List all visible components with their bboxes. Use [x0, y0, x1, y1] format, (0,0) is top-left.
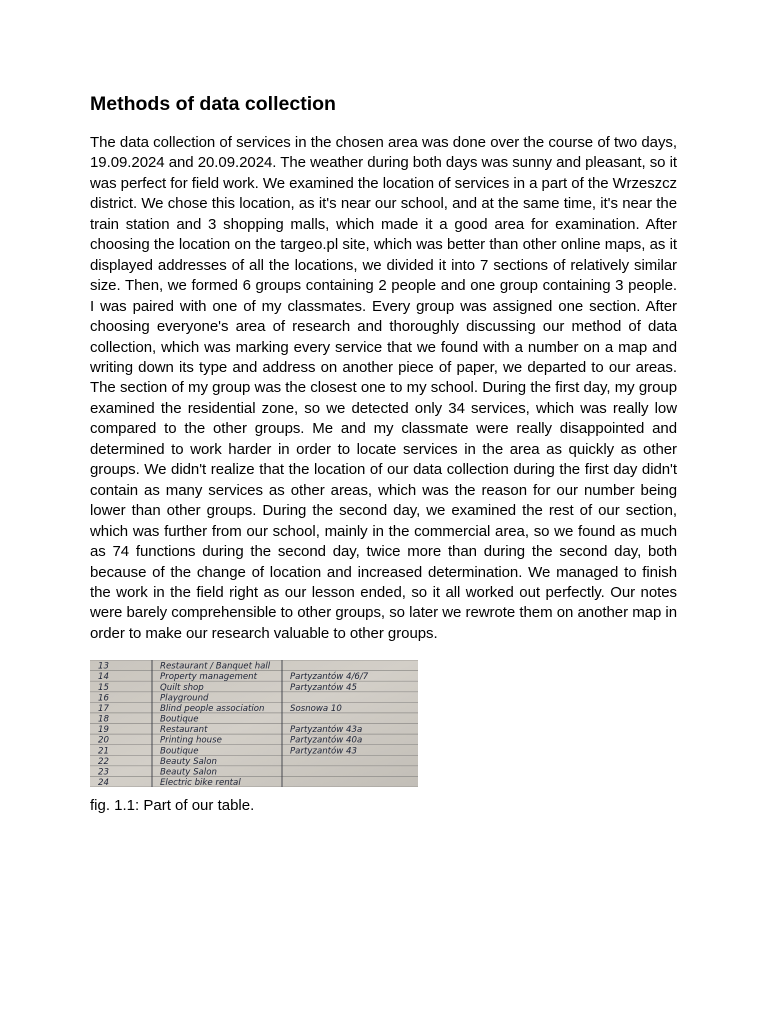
row-number: 22 — [98, 757, 109, 768]
service-address: Partyzantów 4/6/7 — [290, 672, 369, 683]
service-type: Printing house — [160, 736, 222, 747]
section-heading: Methods of data collection — [90, 93, 336, 115]
row-number: 17 — [98, 704, 109, 715]
service-type: Beauty Salon — [160, 757, 217, 768]
row-number: 20 — [98, 736, 109, 747]
service-type: Property management — [160, 672, 258, 683]
service-type: Electric bike rental — [160, 778, 241, 788]
service-address: Sosnowa 10 — [290, 704, 342, 715]
service-address: Partyzantów 43a — [290, 725, 363, 736]
service-address: Partyzantów 40a — [290, 736, 363, 747]
service-type: Boutique — [160, 746, 199, 757]
row-number: 14 — [98, 672, 109, 683]
service-type: Blind people association — [160, 704, 265, 715]
service-type: Boutique — [160, 714, 199, 725]
row-number: 16 — [98, 693, 109, 704]
body-paragraph: The data collection of services in the chosen area was done over the course of two days, 19.09.2024 and 20.09.2024. The weather during both days was sunny and pleasant, so it was perfect for field work. We examined the location of services in a part of the Wrzeszcz district. We chose this location, as it's near our school, and at the same time, it's near the train station and 3 shopping malls, which made it a good area for examination. After choosing the location on the targeo.pl site, which was better than other online maps, as it displayed addresses of all the locations, we divided it into 7 sections of relatively similar size. Then, we formed 6 groups containing 2 people and one group containing 3 people. I was paired with one of my classmates. Every group was assigned one section. After choosing everyone's area of research and thoroughly discussing our method of data collection, which was marking every service that we found with a number on a map and writing down its type and address on another piece of paper, we departed to our areas. The section of my group was the closest one to my school. During the first day, my group examined the residential zone, so we detected only 34 services, which was really low compared to the other groups. Me and my classmate were really disappointed and determined to work harder in order to locate services in the area as quickly as other groups. We didn't realize that the location of our data collection during the first day didn't contain as many services as other areas, which was the reason for our number being lower than other groups. During the second day, we examined the rest of our section, which was further from our school, mainly in the commercial area, so we found as much as 74 functions during the second day, twice more than during the second day, both because of the change of location and increased determination. We managed to finish the work in the field right as our lesson ended, so it all worked out perfectly. Our notes were barely comprehensible to other groups, so later we rewrote them on another map in order to make our research valuable to other groups. — [90, 134, 677, 642]
row-number: 15 — [98, 683, 109, 694]
row-number: 18 — [98, 714, 109, 725]
row-number: 13 — [98, 661, 109, 672]
row-number: 21 — [98, 746, 109, 757]
row-number: 24 — [98, 778, 109, 788]
row-number: 19 — [98, 725, 109, 736]
service-type: Restaurant — [160, 725, 208, 736]
service-address: Partyzantów 45 — [290, 683, 357, 694]
service-type: Restaurant / Banquet hall — [160, 661, 271, 672]
service-type: Beauty Salon — [160, 767, 217, 778]
figure-table-photo — [90, 660, 418, 787]
document-page — [90, 91, 677, 816]
service-type: Quilt shop — [160, 683, 204, 694]
service-address: Partyzantów 43 — [290, 746, 357, 757]
handwritten-table — [90, 660, 418, 787]
figure-caption: fig. 1.1: Part of our table. — [90, 797, 255, 815]
row-number: 23 — [98, 767, 109, 778]
service-type: Playground — [160, 693, 209, 704]
